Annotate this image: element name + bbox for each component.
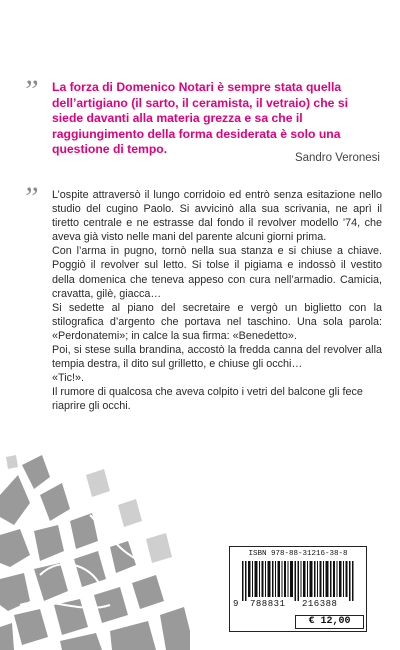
excerpt-paragraph: Con l’arma in pugno, tornò nella sua stanza e si chiuse a chiave. Poggiò il revolver sul letto. Si tolse il pigiama e indossò il vestito della domenica che teneva appeso con cura nell’armadio. Camicia, cravatta, gilè, giacca… (52, 245, 382, 300)
excerpt (52, 188, 382, 414)
price-label: € 12,00 (295, 615, 364, 629)
excerpt-paragraph: «Tic!». (52, 372, 85, 385)
barcode-digits-left: 788831 (250, 599, 286, 609)
excerpt-paragraph: L’ospite attraversò il lungo corridoio ed entrò senza esitazione nello studio del cugino Paolo. Si avvicinò alla sua scrivania, ne aprì il tiretto centrale e ne estrasse dal fondo il revolver modello ’74, che aveva già visto nelle mani del parente alcuni giorni prima. (52, 189, 382, 244)
excerpt-paragraph: Il rumore di qualcosa che aveva colpito i vetri del balcone gli fece riaprire gli occhi. (52, 386, 363, 413)
excerpt-paragraph: Poi, si stese sulla brandina, accostò la fredda canna del revolver alla tempia destra, il dito sul grilletto, e chiuse gli occhi… (52, 344, 382, 371)
barcode-digits-right: 216388 (302, 599, 338, 609)
isbn-label: ISBN 978-88-31216-38-8 (248, 550, 348, 558)
excerpt-paragraph: Si sedette al piano del secretaire e vergò un biglietto con la stilografica d’argento che portava nel taschino. Una sola parola: «Perdonatemi»; in calce la sua firma: «Benedetto». (52, 301, 382, 342)
barcode-box (229, 546, 367, 632)
blurb-text: La forza di Domenico Notari è sempre stata quella dell’artigiano (il sarto, il ceramista, il vetraio) che si siede davanti alla materia grezza e sa che il raggiungimento della forma desiderata è solo una questione di tempo. (52, 80, 348, 157)
decorative-sketch-illustration (0, 455, 190, 650)
blurb-author: Sandro Veronesi (294, 152, 380, 164)
barcode-bars (242, 561, 356, 601)
barcode-digit-first: 9 (233, 599, 239, 609)
blurb-quote-mark: ” (22, 74, 36, 107)
excerpt-quote-mark: ” (22, 181, 36, 214)
